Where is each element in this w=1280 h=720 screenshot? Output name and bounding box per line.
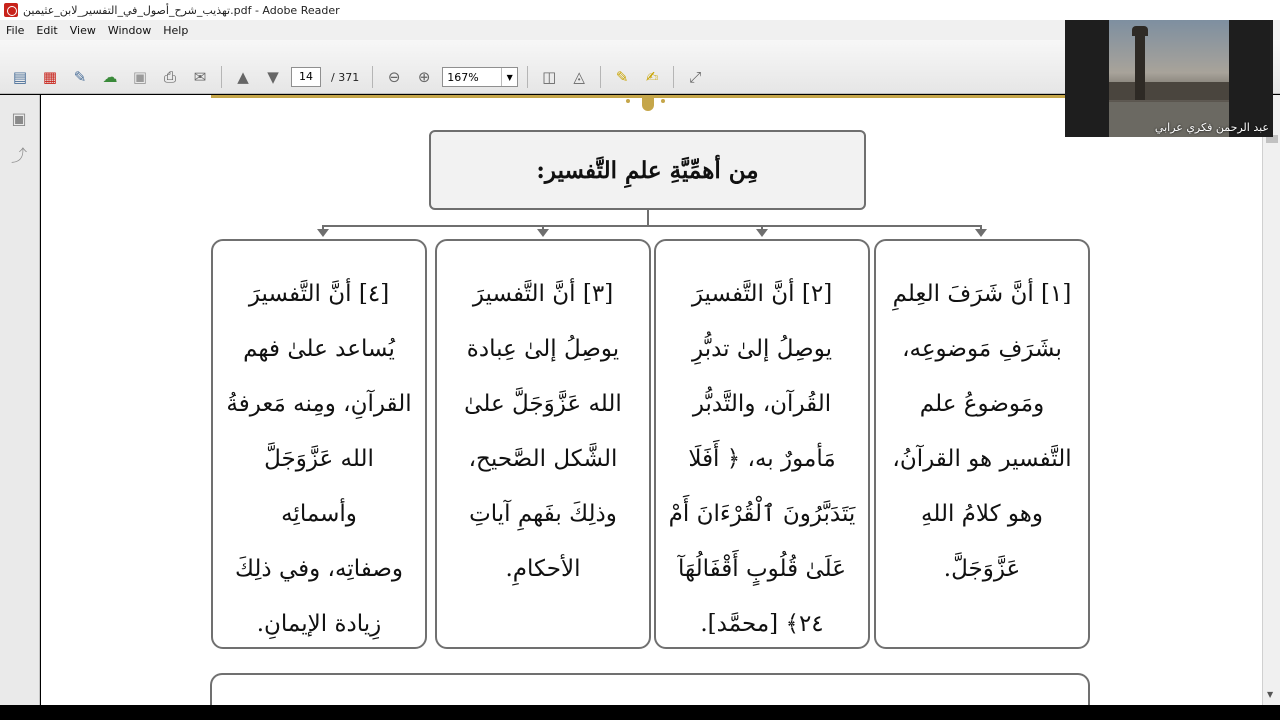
- menu-edit[interactable]: Edit: [36, 23, 58, 37]
- toolbar-separator: [527, 66, 528, 88]
- next-page-icon[interactable]: ▼: [267, 68, 279, 86]
- adobe-reader-icon: [4, 3, 18, 17]
- page-total: / 371: [331, 70, 360, 84]
- card-text: [٣] أنَّ التَّفسيرَ يوصِلُ إلىٰ عِبادة الله عَزَّوَجَلَّ علىٰ الشَّكل الصَّحيح، وذلِكَ بفَهمِ آياتِ الأحكامِ.: [464, 281, 622, 582]
- ornament-dot: [626, 99, 630, 103]
- zoom-select[interactable]: [442, 67, 518, 87]
- full-screen-icon[interactable]: ⤢: [689, 68, 702, 86]
- toolbar-separator: [221, 66, 222, 88]
- card-text: [٤] أنَّ التَّفسيرَ يُساعد علىٰ فهم القرآنِ، ومِنه مَعرفةُ الله عَزَّوَجَلَّ وأسمائِه وصفاتِه، وفي ذلِكَ زِيادة الإيمانِ.: [226, 281, 412, 637]
- email-icon[interactable]: ✉: [193, 68, 207, 86]
- card-3: [435, 239, 651, 649]
- chevron-down-icon[interactable]: ▼: [501, 68, 517, 86]
- next-section-box: [210, 673, 1090, 705]
- page-number-input[interactable]: 14: [291, 67, 321, 87]
- arrow-down-icon: [317, 229, 329, 237]
- bottom-bar: [0, 705, 1280, 720]
- card-2: [654, 239, 870, 649]
- card-text: [٢] أنَّ التَّفسيرَ يوصِلُ إلىٰ تدبُّرِ القُرآن، والتَّدبُّر مَأمورٌ به، ﴿ أَفَلَا يَتَدَبَّرُونَ ٱلْقُرْءَانَ أَمْ عَلَىٰ قُلُوبٍ أَقْفَالُهَآ ٢٤﴾ [محمَّد].: [668, 281, 856, 637]
- zoom-in-icon[interactable]: ⊕: [417, 68, 431, 86]
- previous-page-icon[interactable]: ▲: [237, 68, 249, 86]
- zoom-out-icon[interactable]: ⊖: [387, 68, 401, 86]
- toolbar-separator: [673, 66, 674, 88]
- zoom-value: 167%: [447, 70, 479, 84]
- menu-window[interactable]: Window: [107, 23, 152, 37]
- arrow-down-icon: [756, 229, 768, 237]
- window-title: تهذيب_شرح_أصول_في_التفسير_لابن_عثيمين.pdf - Adobe Reader: [23, 3, 340, 17]
- card-4: [211, 239, 427, 649]
- scroll-down-icon[interactable]: ▼: [1267, 690, 1274, 699]
- card-1: [874, 239, 1090, 649]
- edit-pdf-icon[interactable]: ✎: [73, 68, 87, 86]
- create-pdf-icon[interactable]: ▤: [12, 68, 28, 86]
- ornament-knob: [642, 97, 654, 111]
- ornament-dot: [661, 99, 665, 103]
- fit-page-icon[interactable]: ◫: [542, 68, 557, 86]
- vertical-scrollbar[interactable]: [1262, 95, 1280, 705]
- webcam-tower: [1135, 30, 1145, 100]
- participant-name: عبد الرحمن فكري عرابي: [1154, 121, 1269, 134]
- toolbar-row: [8, 64, 707, 90]
- arrow-down-icon: [537, 229, 549, 237]
- save-icon[interactable]: ▣: [132, 68, 148, 86]
- highlight-icon[interactable]: ✍: [645, 68, 659, 86]
- connector-vertical: [647, 210, 649, 226]
- toolbar-separator: [372, 66, 373, 88]
- combine-files-icon[interactable]: ▦: [42, 68, 58, 86]
- card-text: [١] أنَّ شَرَفَ العِلمِ بشَرَفِ مَوضوعِه، ومَوضوعُ علم التَّفسير هو القرآنُ، وهو كلامُ اللهِ عَزَّوَجَلَّ.: [892, 281, 1072, 582]
- connector-horizontal: [322, 225, 982, 227]
- title-bar: [0, 0, 1280, 20]
- webcam-overlay: [1065, 20, 1273, 137]
- comment-icon[interactable]: ✎: [615, 68, 629, 86]
- menu-view[interactable]: View: [69, 23, 96, 37]
- attachments-icon[interactable]: ⤴: [10, 145, 27, 165]
- menu-help[interactable]: Help: [163, 23, 189, 37]
- menu-file[interactable]: File: [6, 23, 25, 37]
- toolbar-separator: [600, 66, 601, 88]
- upload-cloud-icon[interactable]: ☁: [102, 68, 118, 86]
- page-thumbnails-icon[interactable]: ▣: [11, 108, 27, 128]
- ornament-line: [211, 95, 1066, 98]
- arrow-down-icon: [975, 229, 987, 237]
- print-icon[interactable]: ⎙: [163, 68, 176, 86]
- document-page: [41, 95, 1262, 705]
- header-title: مِن أهمِّيَّةِ علمِ التَّفسير:: [536, 156, 759, 184]
- header-box: [429, 130, 866, 210]
- fit-width-icon[interactable]: ◬: [573, 68, 585, 86]
- webcam-buildings: [1109, 82, 1229, 100]
- navigation-panel: [0, 95, 40, 705]
